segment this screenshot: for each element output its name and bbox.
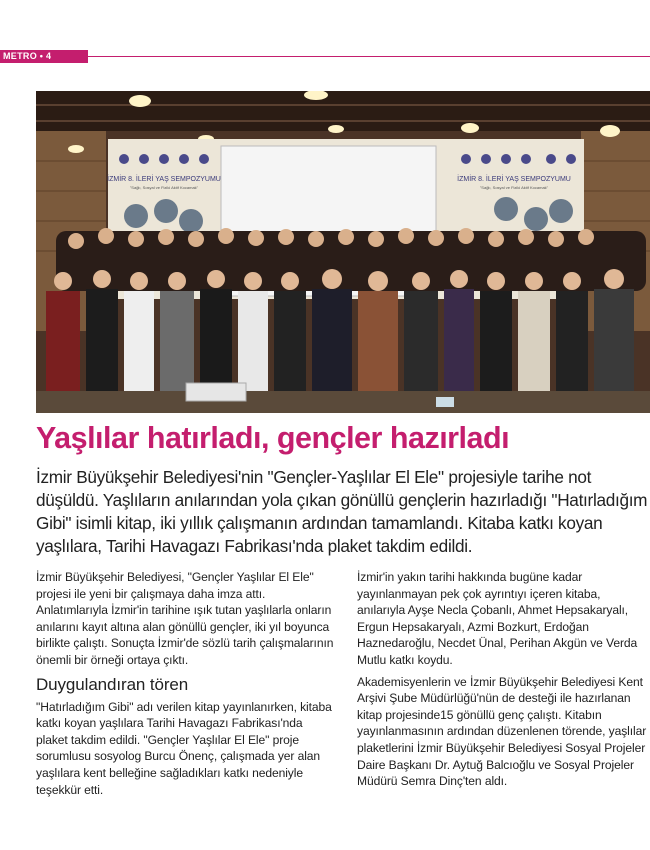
headline: Yaşlılar hatırladı, gençler hazırladı [36,421,510,455]
section-label: METRO • 4 [0,50,88,63]
banner-title-right: İZMİR 8. İLERİ YAŞ SEMPOZYUMU [457,176,571,183]
group-photo [36,91,650,413]
right-paragraph-2: Akademisyenlerin ve İzmir Büyükşehir Belediyesi Kent Arşivi Şube Müdürlüğü'nün de desteği ile hazırlanan kitap projesinde15 gönüllü genç çalıştı. Kitabın yayınlanmasının ardından düzenlenen törende, yaşlılar plaketlerini İzmir Büyükşehir Belediyesi Sosyal Projeler Daire Başkanı Dr. Aytuğ Balcıoğlu ve Sosyal Projeler Müdürü Semra Dinç'ten aldı. [357,674,647,789]
header-rule [88,56,650,57]
banner-title-left: İZMİR 8. İLERİ YAŞ SEMPOZYUMU [107,176,221,183]
banner-subtitle-right: "Sağlı, Sosyal ve Fiziki Aktif Kocamak" [479,185,549,190]
banner-subtitle-left: "Sağlı, Sosyal ve Fiziki Aktif Kocamak" [129,185,199,190]
right-column [357,569,650,795]
subheading: Duygulandıran tören [36,674,189,694]
left-paragraph-2: "Hatırladığım Gibi" adı verilen kitap yayınlanırken, kitaba katkı koyan yaşlılara Tarihi Havagazı Fabrikası'nda plaket takdim edildi. "Gençler Yaşlılar El Ele" proje sorumlusu sosyolog Burcu Önenç, çalışmada yer alan yaşlılara kent belleğine sağladıkları katkı nedeniyle teşekkür etti. [36,699,332,797]
lead-paragraph: İzmir Büyükşehir Belediyesi'nin "Gençler-Yaşlılar El Ele" projesiyle tarihe not düşüldü. Yaşlıların anılarından yola çıkan gönüllü gençlerin hazırladığı "Hatırladığım Gibi" isimli kitap, iki yıllık çalışmanın ardından tamamlandı. Kitaba katkı koyan yaşlılara, Tarihi Havagazı Fabrikası'nda plaket takdim edildi. [36,467,648,556]
left-column [36,569,336,803]
left-paragraph-1: İzmir Büyükşehir Belediyesi, "Gençler Yaşlılar El Ele" projesi ile yeni bir çalışmaya daha imza attı. Anlatımlarıyla İzmir'in tarihine ışık tutan yaşlılarla onların anılarını kayıt altına alan gönüllü gençler, iki yıl boyunca birlikte çalıştı. Sonuçta İzmir'de sözlü tarih çalışmalarının önemli bir örneği ortaya çıktı. [36,570,334,667]
right-paragraph-1: İzmir'in yakın tarihi hakkında bugüne kadar yayınlanmayan pek çok ayrıntıyı içeren kitaba, anılarıyla Ayşe Necla Çobanlı, Ahmet Hepsakaryalı, Ergun Hepsakaryalı, Azmi Bozkurt, Erdoğan Haznedaroğlu, Necdet Ünal, Perihan Akgün ve Verda Mutlu katkı koydu. [357,570,638,667]
